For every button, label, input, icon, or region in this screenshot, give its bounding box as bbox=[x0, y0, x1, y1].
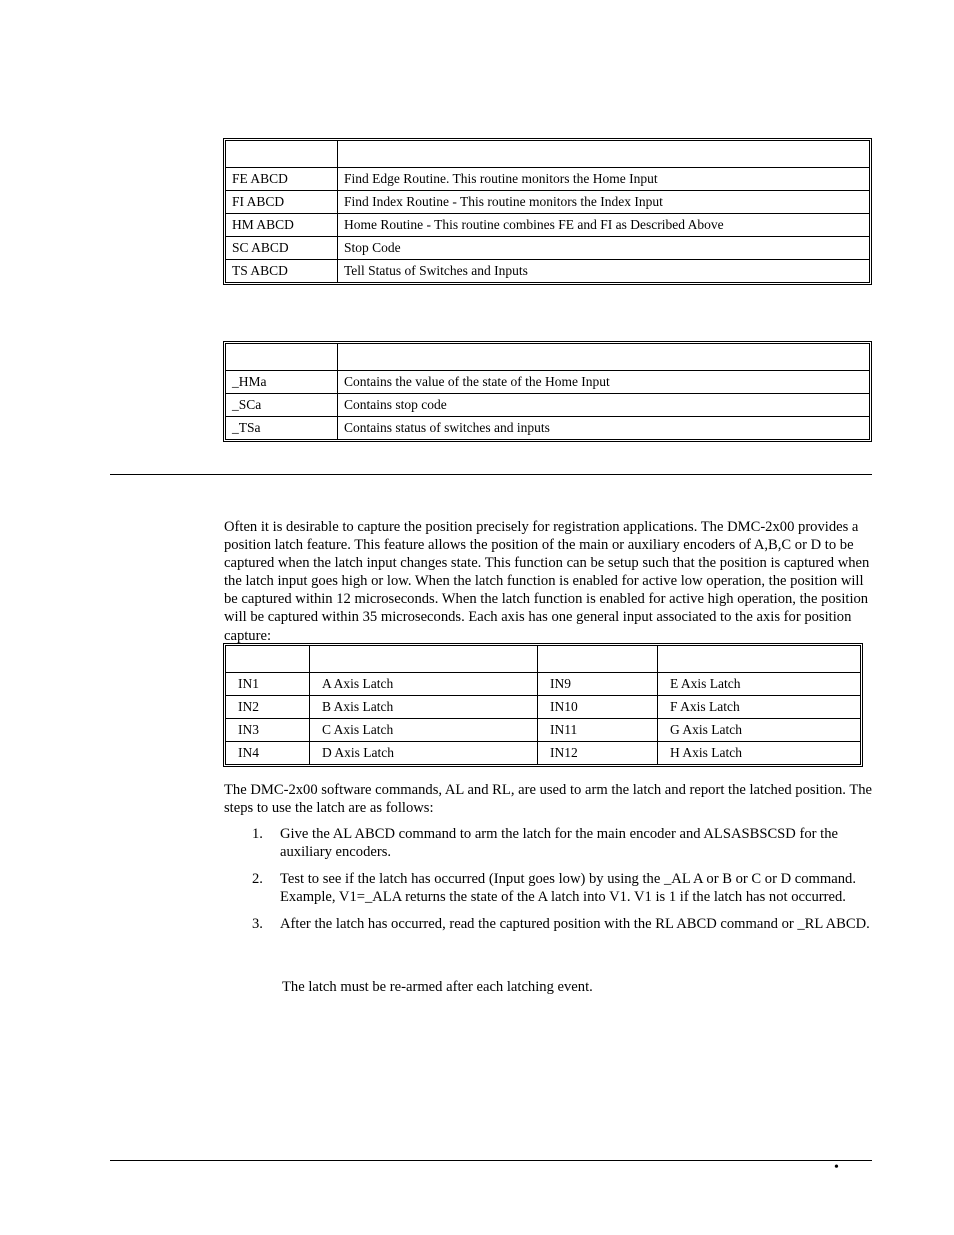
table-row bbox=[226, 371, 869, 394]
header-cell bbox=[226, 141, 338, 168]
commands-table bbox=[223, 138, 872, 285]
command-cell: TS ABCD bbox=[226, 260, 338, 282]
intro-paragraph: Often it is desirable to capture the position precisely for registration applications. The DMC-2x00 provides a position latch feature. This feature allows the position of the main or auxiliary encoders of A,B,C or D to be captured when the latch input changes state. This function can be setup such that the position is captured when the latch input goes high or low. When the latch function is enabled for active low operation, the position will be captured within 12 microseconds. When the latch function is enabled for active high operation, the position will be captured within 35 microseconds. Each axis has one general input associated to the axis for position capture: bbox=[224, 519, 870, 644]
header-cell bbox=[226, 344, 338, 371]
input-cell: IN12 bbox=[538, 742, 658, 764]
rearm-note: The latch must be re-armed after each latching event. bbox=[282, 979, 593, 995]
table-row bbox=[226, 260, 869, 282]
description-cell: Contains stop code bbox=[338, 394, 869, 417]
operand-cell: _HMa bbox=[226, 371, 338, 394]
latch-cell: F Axis Latch bbox=[658, 696, 860, 719]
step-text: Give the AL ABCD command to arm the latch for the main encoder and ALSASBSCSD for the auxiliary encoders. bbox=[280, 826, 838, 861]
description-cell: Find Index Routine - This routine monitors the Index Input bbox=[338, 191, 869, 214]
header-cell bbox=[226, 646, 310, 673]
command-cell: FE ABCD bbox=[226, 168, 338, 191]
input-cell: IN1 bbox=[226, 673, 310, 696]
table-row bbox=[226, 696, 860, 719]
description-cell: Find Edge Routine. This routine monitors the Home Input bbox=[338, 168, 869, 191]
table-row bbox=[226, 417, 869, 439]
description-cell: Tell Status of Switches and Inputs bbox=[344, 263, 528, 278]
table-row bbox=[226, 742, 860, 764]
table-row bbox=[226, 673, 860, 696]
input-cell: IN10 bbox=[538, 696, 658, 719]
table-header-row bbox=[226, 344, 869, 371]
step-text: Test to see if the latch has occurred (Input goes low) by using the _AL A or B or C or D command. Example, V1=_ALA returns the state of the A latch into V1. V1 is 1 if the latch has not occurred. bbox=[280, 871, 856, 906]
latch-cell: C Axis Latch bbox=[310, 719, 538, 742]
step-number: 3. bbox=[252, 916, 263, 933]
footer-divider bbox=[110, 1160, 872, 1161]
command-cell: HM ABCD bbox=[226, 214, 338, 237]
header-cell bbox=[310, 646, 538, 673]
list-item bbox=[224, 870, 874, 906]
description-cell: Home Routine - This routine combines FE and FI as Described Above bbox=[338, 214, 869, 237]
input-cell: IN9 bbox=[538, 673, 658, 696]
latch-cell: H Axis Latch bbox=[670, 745, 742, 760]
latch-cell: A Axis Latch bbox=[310, 673, 538, 696]
input-cell: IN4 bbox=[226, 742, 310, 764]
latch-cell: E Axis Latch bbox=[658, 673, 860, 696]
header-cell bbox=[338, 344, 869, 371]
header-cell bbox=[338, 141, 869, 168]
operand-cell: _SCa bbox=[226, 394, 338, 417]
latch-inputs-table bbox=[223, 643, 863, 767]
step-number: 2. bbox=[252, 871, 263, 888]
command-cell: FI ABCD bbox=[226, 191, 338, 214]
table-row bbox=[226, 237, 869, 260]
latch-cell: D Axis Latch bbox=[310, 742, 538, 764]
input-cell: IN11 bbox=[538, 719, 658, 742]
input-cell: IN3 bbox=[226, 719, 310, 742]
footer-bullet: • bbox=[834, 1160, 839, 1175]
operand-cell: _TSa bbox=[226, 417, 338, 439]
table-row bbox=[226, 214, 869, 237]
latch-cell: B Axis Latch bbox=[310, 696, 538, 719]
latch-cell: G Axis Latch bbox=[658, 719, 860, 742]
table-header-row bbox=[226, 141, 869, 168]
list-item bbox=[224, 825, 874, 861]
input-cell: IN2 bbox=[226, 696, 310, 719]
header-cell bbox=[658, 646, 860, 673]
software-paragraph: The DMC-2x00 software commands, AL and RL, are used to arm the latch and report the latched position. The steps to use the latch are as follows: bbox=[224, 782, 873, 817]
latch-steps-list bbox=[224, 825, 874, 942]
operands-table bbox=[223, 341, 872, 442]
list-item bbox=[224, 915, 874, 933]
step-text: After the latch has occurred, read the captured position with the RL ABCD command or _RL ABCD. bbox=[280, 916, 870, 933]
header-cell bbox=[538, 646, 658, 673]
step-number: 1. bbox=[252, 826, 263, 842]
table-row bbox=[226, 719, 860, 742]
command-cell: SC ABCD bbox=[226, 237, 338, 260]
description-cell: Contains status of switches and inputs bbox=[344, 420, 550, 435]
section-divider bbox=[110, 474, 872, 475]
table-header-row bbox=[226, 646, 860, 673]
table-row bbox=[226, 168, 869, 191]
table-row bbox=[226, 394, 869, 417]
table-row bbox=[226, 191, 869, 214]
description-cell: Contains the value of the state of the Home Input bbox=[338, 371, 869, 394]
description-cell: Stop Code bbox=[338, 237, 869, 260]
